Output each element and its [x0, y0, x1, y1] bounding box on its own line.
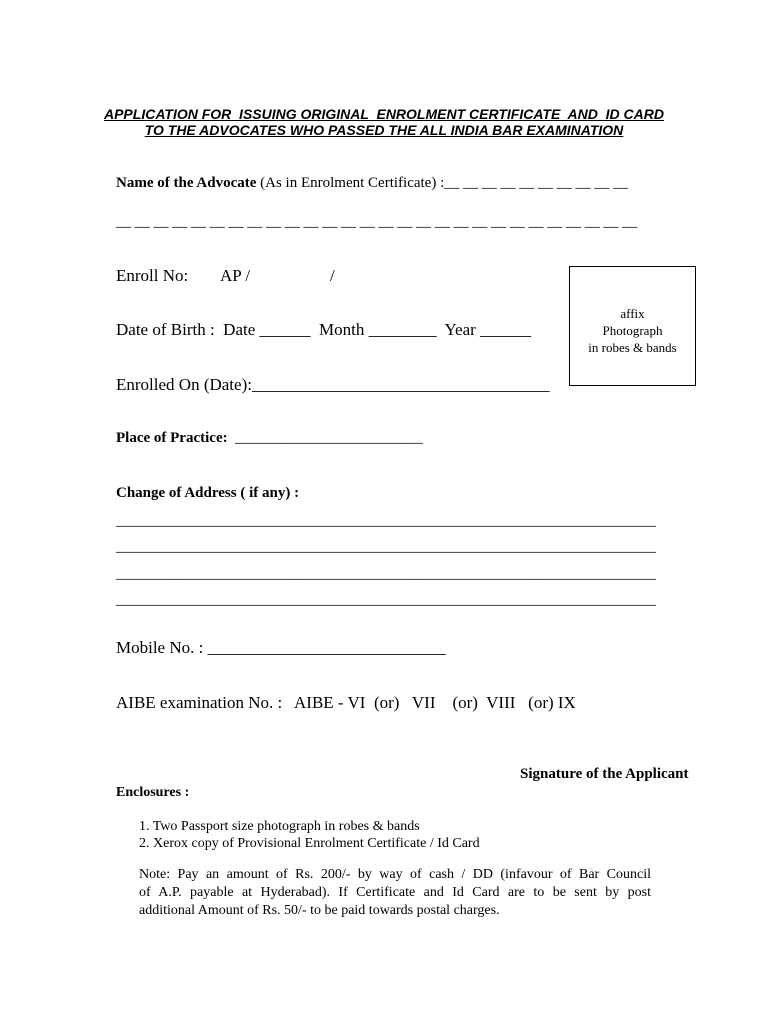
name-label: Name of the Advocate [116, 175, 257, 191]
form-title-line-2: TO THE ADVOCATES WHO PASSED THE ALL INDIA BAR EXAMINATION [144, 122, 624, 138]
name-field-row [116, 175, 628, 192]
enroll-slash: / [330, 266, 335, 285]
form-title-line-1: APPLICATION FOR ISSUING ORIGINAL ENROLMENT CERTIFICATE AND ID CARD [103, 106, 664, 122]
enrolled-on-field: Enrolled On (Date):___________________________________ [116, 375, 550, 394]
enclosures-list [139, 818, 480, 852]
photo-box-text [570, 305, 695, 356]
change-address-label: Change of Address ( if any) : [116, 485, 300, 501]
address-line: ________________________________________________________________________ [116, 566, 656, 582]
enclosure-item: 2. Xerox copy of Provisional Enrolment Certificate / Id Card [139, 836, 480, 851]
name-blank-line: __ __ __ __ __ __ __ __ __ __ __ __ __ __ __ __ __ __ __ __ __ __ __ __ __ __ __ __ [116, 214, 638, 230]
place-label: Place of Practice: [116, 430, 228, 446]
address-line: ________________________________________________________________________ [116, 592, 656, 608]
enclosures-label: Enclosures : [116, 785, 190, 800]
date-of-birth-field: Date of Birth : Date ______ Month ________ Year ______ [116, 320, 532, 339]
note-line: Note: Pay an amount of Rs. 200/- by way of cash / DD (infavour of Bar Council [139, 867, 651, 882]
photo-box-line: Photograph [602, 323, 663, 338]
enroll-prefix: AP / [220, 266, 251, 285]
place-blank: _________________________ [227, 430, 423, 446]
payment-note [139, 866, 651, 920]
note-line: of A.P. payable at Hyderabad). If Certificate and Id Card are to be sent by post [139, 885, 651, 900]
address-line: ________________________________________________________________________ [116, 539, 656, 555]
signature-label: Signature of the Applicant [520, 766, 689, 782]
name-hint: (As in Enrolment Certificate) :__ __ __ __ __ __ __ __ __ __ [256, 175, 628, 191]
photo-box [569, 266, 696, 386]
photo-box-line: affix [620, 306, 645, 321]
place-of-practice-field [116, 430, 423, 447]
enclosure-item: 1. Two Passport size photograph in robes & bands [139, 819, 420, 834]
note-line: additional Amount of Rs. 50/- to be paid towards postal charges. [139, 903, 500, 918]
aibe-exam-field: AIBE examination No. : AIBE - VI (or) VII (or) VIII (or) IX [116, 693, 576, 712]
photo-box-line: in robes & bands [588, 340, 677, 355]
enroll-label: Enroll No: [116, 266, 189, 285]
address-line: ________________________________________________________________________ [116, 513, 656, 529]
mobile-field: Mobile No. : ____________________________ [116, 638, 446, 657]
